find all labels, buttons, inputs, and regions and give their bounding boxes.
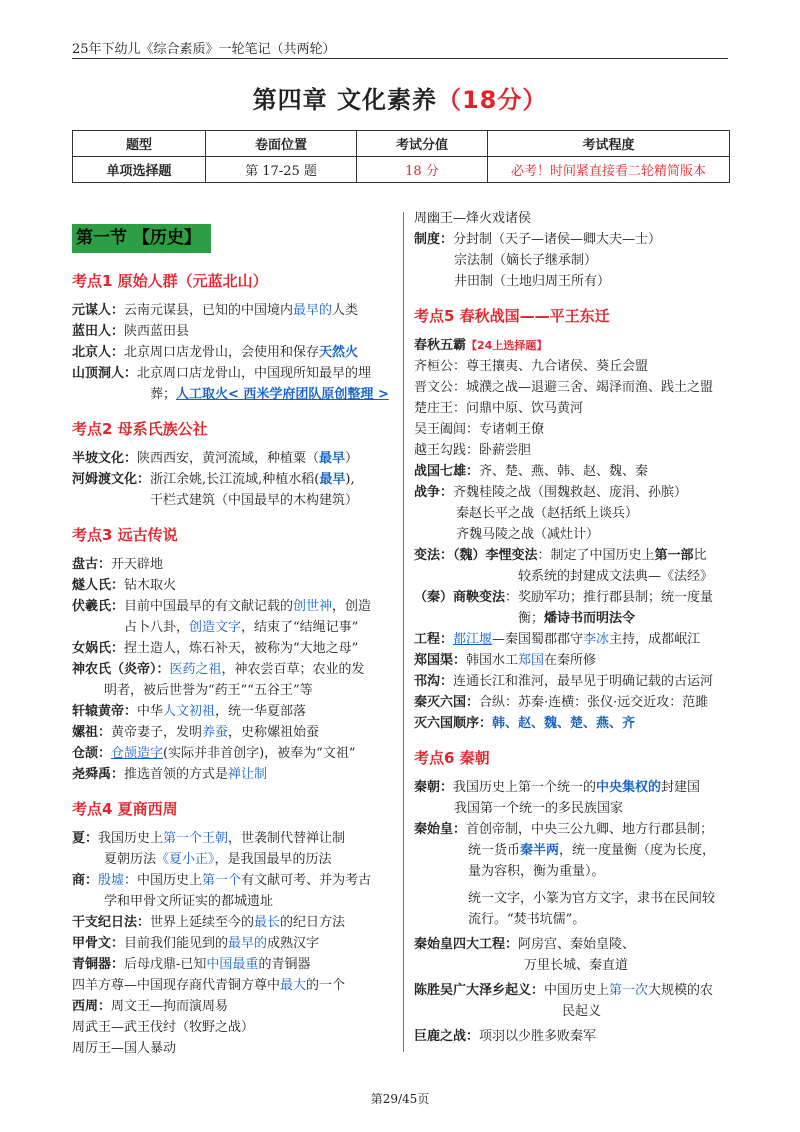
list-item: 民起义	[562, 1004, 602, 1019]
list-item: 郑国渠：韩国水工郑国在秦所修	[414, 653, 597, 668]
list-item: 河姆渡文化：浙江余姚,长江流域,种植水稻(最早),	[72, 472, 355, 487]
list-item: 明者，被后世誉为“药王”“五谷王”等	[104, 683, 313, 698]
list-item: 蓝田人：陕西蓝田县	[72, 324, 190, 339]
list-item: 占卜八卦，创造文字，结束了“结绳记事”	[124, 620, 359, 635]
list-item: 战争：齐魏桂陵之战（围魏救赵、庞涓、孙膑）	[414, 485, 688, 500]
page-number: 第29/45页	[370, 1092, 430, 1106]
list-item: （秦）商鞅变法：奖励军功；推行郡县制；统一度量	[414, 590, 714, 605]
list-item: 秦始皇：首创帝制，中央三公九卿、地方行郡县制；	[414, 822, 714, 837]
list-item: 燧人氏：钻木取火	[72, 578, 177, 593]
list-item: 井田制（土地归周王所有）	[454, 274, 611, 289]
left-column	[72, 214, 394, 1059]
page-header: 25年下幼儿《综合素质》一轮笔记（共两轮）	[72, 42, 336, 57]
list-item: 春秋五霸【24上选择题】	[414, 338, 548, 353]
list-item: 周幽王—烽火戏诸侯	[414, 211, 532, 226]
column-divider	[403, 212, 404, 1052]
table-header: 考试程度	[488, 131, 730, 157]
kp-heading: 考点1 原始人群（元蓝北山）	[72, 272, 268, 290]
list-item: 轩辕黄帝：中华人文初祖，统一华夏部落	[72, 704, 307, 719]
list-item: 制度：分封制（天子—诸侯—卿大夫—士）	[414, 232, 662, 247]
right-column	[414, 208, 734, 1047]
list-item: 葬；人工取火< 西米学府团队原创整理 >	[150, 387, 389, 402]
table-cell: 单项选择题	[73, 157, 206, 183]
list-item: 夏：我国历史上第一个王朝，世袭制代替禅让制	[72, 831, 346, 846]
kp-heading: 考点5 春秋战国——平王东迁	[414, 307, 610, 325]
list-item: 吴王阖闾：专诸刺王僚	[414, 422, 545, 437]
list-item: 元谋人：云南元谋县，已知的中国境内最早的人类	[72, 303, 359, 318]
list-item: 神农氏（炎帝）：医药之祖，神农尝百草；农业的发	[72, 662, 365, 677]
header-divider	[72, 58, 728, 59]
chapter-title	[0, 80, 800, 115]
list-item: 邗沟：连通长江和淮河，最早见于明确记载的古运河	[414, 674, 714, 689]
list-item: 万里长城、秦直道	[524, 958, 629, 973]
list-item: 工程：都江堰—秦国蜀郡郡守李冰主持，成都岷江	[414, 632, 701, 647]
list-item: 嫘祖：黄帝妻子，发明养蚕，史称嫘祖始蚕	[72, 725, 320, 740]
table-cell: 必考！时间紧直接看二轮精简版本	[488, 157, 730, 183]
list-item: 秦赵长平之战（赵括纸上谈兵）	[456, 506, 639, 521]
list-item: 巨鹿之战：项羽以少胜多败秦军	[414, 1029, 597, 1044]
table-cell: 第 17-25 题	[206, 157, 357, 183]
list-item: 变法：（魏）李悝变法：制定了中国历史上第一部比	[414, 548, 707, 563]
list-item: 半坡文化：陕西西安，黄河流域，种植粟（最早）	[72, 451, 359, 466]
list-item: 周厉王—国人暴动	[72, 1041, 177, 1056]
list-item: 尧舜禹：推选首领的方式是禅让制	[72, 767, 268, 782]
table-header: 考试分值	[357, 131, 488, 157]
kp-heading: 考点3 远古传说	[72, 526, 178, 544]
list-item: 学和甲骨文所证实的都城遗址	[104, 894, 274, 909]
list-item: 仓颉：仓颉造字(实际并非首创字)，被奉为“文祖”	[72, 746, 356, 761]
table-header: 卷面位置	[206, 131, 357, 157]
list-item: 陈胜吴广大泽乡起义：中国历史上第一次大规模的农	[414, 983, 714, 998]
kp-heading: 考点4 夏商西周	[72, 800, 178, 818]
list-item: 周武王—武王伐纣（牧野之战）	[72, 1020, 255, 1035]
exam-tag: 【24上选择题】	[466, 339, 548, 352]
list-item: 越王勾践：卧薪尝胆	[414, 443, 532, 458]
list-item: 衡；燔诗书而明法令	[518, 611, 636, 626]
list-item: 我国第一个统一的多民族国家	[454, 801, 624, 816]
list-item: 伏羲氏：目前中国最早的有文献记载的创世神，创造	[72, 599, 372, 614]
list-item: 量为容积，衡为重量）。	[468, 864, 605, 879]
list-item: 晋文公：城濮之战—退避三舍、竭泽而渔、践土之盟	[414, 380, 714, 395]
list-item: 干栏式建筑（中国最早的木构建筑）	[150, 493, 359, 508]
list-item: 青铜器：后母戊鼎-已知中国最重的青铜器	[72, 957, 311, 972]
chapter-title-main: 第四章 文化素养	[252, 86, 437, 114]
kp-heading: 考点2 母系氏族公社	[72, 420, 208, 438]
list-item: 流行。“焚书坑儒”。	[468, 912, 586, 927]
chapter-title-score: （18分）	[436, 86, 548, 114]
list-item: 女娲氏：捏土造人，炼石补天，被称为“大地之母”	[72, 641, 359, 656]
list-item: 统一文字，小篆为官方文字，隶书在民间较	[468, 891, 716, 906]
list-item: 楚庄王：问鼎中原、饮马黄河	[414, 401, 584, 416]
list-item: 较系统的封建成文法典—《法经》	[518, 569, 714, 584]
list-item: 北京人：北京周口店龙骨山，会使用和保存天然火	[72, 345, 359, 360]
list-item: 秦灭六国：合纵：苏秦·连横：张仪·远交近攻：范雎	[414, 695, 709, 710]
list-item: 盘古：开天辟地	[72, 557, 164, 572]
section-heading: 第一节 【历史】	[72, 224, 211, 253]
list-item: 齐魏马陵之战（减灶计）	[456, 527, 600, 542]
exam-info-table	[72, 130, 730, 183]
list-item: 商：殷墟：中国历史上第一个有文献可考、并为考古	[72, 873, 372, 888]
list-item: 灭六国顺序：韩、赵、魏、楚、燕、齐	[414, 716, 636, 731]
list-item: 西周：周文王—拘而演周易	[72, 999, 229, 1014]
list-item: 战国七雄：齐、楚、燕、韩、赵、魏、秦	[414, 464, 649, 479]
list-item: 齐桓公：尊王攘夷、九合诸侯、葵丘会盟	[414, 359, 649, 374]
list-item: 夏朝历法《夏小正》，是我国最早的历法	[104, 852, 332, 867]
kp-heading: 考点6 秦朝	[414, 749, 490, 767]
list-item: 秦始皇四大工程：阿房宫、秦始皇陵、	[414, 937, 636, 952]
list-item: 统一货币秦半两，统一度量衡（度为长度，	[468, 843, 716, 858]
list-item: 四羊方尊—中国现存商代青铜方尊中最大的一个	[72, 978, 346, 993]
list-item: 宗法制（嫡长子继承制）	[454, 253, 598, 268]
list-item: 甲骨文：目前我们能见到的最早的成熟汉字	[72, 936, 320, 951]
list-item: 秦朝：我国历史上第一个统一的中央集权的封建国	[414, 780, 701, 795]
table-header: 题型	[73, 131, 206, 157]
list-item: 干支纪日法：世界上延续至今的最长的纪日方法	[72, 915, 346, 930]
table-cell: 18 分	[357, 157, 488, 183]
list-item: 山顶洞人：北京周口店龙骨山，中国现所知最早的埋	[72, 366, 372, 381]
